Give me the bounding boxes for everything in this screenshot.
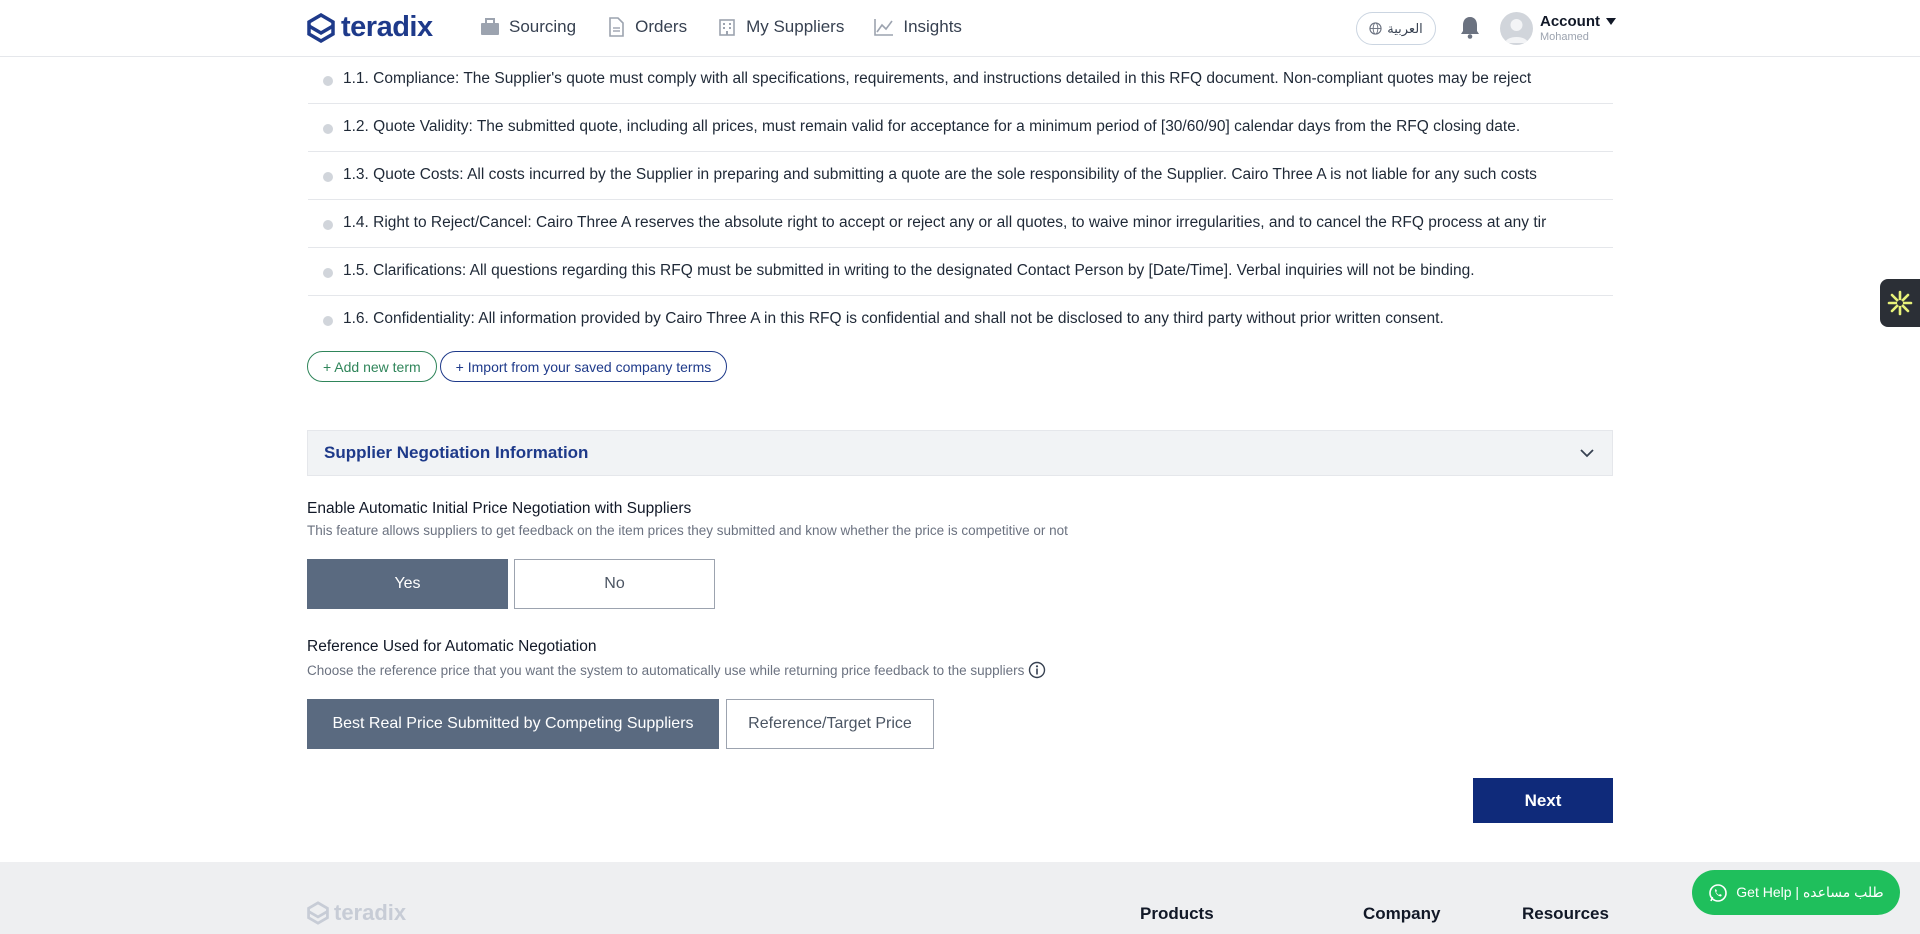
- account-menu[interactable]: [1540, 13, 1616, 43]
- nav-insights-label: Insights: [903, 17, 962, 36]
- term-item[interactable]: [308, 56, 1613, 104]
- get-help-label: Get Help | طلب مساعده: [1736, 884, 1884, 900]
- auto-negotiation-help-text: This feature allows suppliers to get feedback on the item prices they submitted and know whether the price is competitive or not: [307, 523, 1068, 538]
- best-real-price-option-button[interactable]: Best Real Price Submitted by Competing Suppliers: [307, 699, 719, 749]
- sourcing-icon: [480, 17, 500, 37]
- import-saved-terms-button[interactable]: + Import from your saved company terms: [440, 351, 728, 382]
- whatsapp-icon: [1708, 883, 1728, 903]
- footer-resources-heading: Resources: [1522, 904, 1609, 923]
- term-handle-dot[interactable]: [323, 124, 333, 134]
- avatar[interactable]: [1500, 12, 1533, 45]
- term-item[interactable]: [308, 104, 1613, 152]
- globe-icon: [1369, 22, 1382, 35]
- term-text: 1.1. Compliance: The Supplier's quote must comply with all specifications, requirements, and instructions detailed in this RFQ document. Non-compliant quotes may be reject: [343, 70, 1532, 87]
- term-text: 1.5. Clarifications: All questions regarding this RFQ must be submitted in writing to the designated Contact Person by [Date/Time]. Verbal inquiries will not be binding.: [343, 262, 1475, 279]
- term-text: 1.3. Quote Costs: All costs incurred by the Supplier in preparing and submitting a quote are the sole responsibility of the Supplier. Cairo Three A is not liable for any such costs: [343, 166, 1537, 183]
- term-item[interactable]: [308, 296, 1613, 344]
- nav-my-suppliers-label: My Suppliers: [746, 17, 845, 36]
- teradix-logo-icon: [307, 13, 335, 43]
- document-icon: [606, 17, 626, 37]
- footer-logo-icon: [307, 901, 329, 925]
- term-handle-dot[interactable]: [323, 76, 333, 86]
- logo-text: teradix: [341, 11, 433, 43]
- language-toggle-button[interactable]: [1356, 12, 1436, 45]
- side-feedback-widget[interactable]: [1880, 279, 1920, 327]
- term-handle-dot[interactable]: [323, 316, 333, 326]
- language-label: العربية: [1387, 20, 1423, 36]
- auto-negotiation-help: [307, 523, 1068, 538]
- account-username: Mohamed: [1540, 31, 1589, 43]
- main-nav: [480, 17, 962, 37]
- footer: [0, 862, 1920, 934]
- account-label: Account: [1540, 13, 1600, 30]
- term-text: 1.4. Right to Reject/Cancel: Cairo Three A reserves the absolute right to accept or reject any or all quotes, to waive minor irregularities, and to cancel the RFQ process at any tir: [343, 214, 1547, 231]
- term-item[interactable]: [308, 248, 1613, 296]
- nav-orders-label: Orders: [635, 17, 688, 36]
- footer-company-heading: Company: [1363, 904, 1441, 923]
- chevron-down-icon[interactable]: [1578, 444, 1596, 462]
- notification-bell-icon[interactable]: [1459, 15, 1481, 41]
- teradix-logo[interactable]: [307, 11, 433, 44]
- next-button[interactable]: Next: [1473, 778, 1613, 823]
- nav-sourcing-label: Sourcing: [509, 17, 577, 36]
- footer-logo-text: teradix: [334, 900, 407, 925]
- terms-list: [308, 56, 1613, 344]
- term-handle-dot[interactable]: [323, 268, 333, 278]
- footer-logo[interactable]: [307, 900, 406, 926]
- auto-negotiation-label: Enable Automatic Initial Price Negotiation with Suppliers: [307, 500, 692, 517]
- nav-insights[interactable]: [874, 17, 962, 37]
- term-handle-dot[interactable]: [323, 220, 333, 230]
- term-text: 1.6. Confidentiality: All information provided by Cairo Three A in this RFQ is confidential and shall not be disclosed to any third party without prior written consent.: [343, 310, 1444, 327]
- account-label-row: [1540, 13, 1616, 30]
- term-handle-dot[interactable]: [323, 172, 333, 182]
- get-help-whatsapp-button[interactable]: [1692, 870, 1900, 915]
- footer-products-heading: Products: [1140, 904, 1214, 923]
- nav-my-suppliers[interactable]: [717, 17, 844, 37]
- section-title: Supplier Negotiation Information: [324, 443, 589, 462]
- caret-down-icon: [1606, 18, 1616, 25]
- auto-negotiation-no-button[interactable]: No: [514, 559, 715, 609]
- term-item[interactable]: [308, 152, 1613, 200]
- auto-negotiation-yes-button[interactable]: Yes: [307, 559, 508, 609]
- top-navbar: [0, 0, 1920, 57]
- negotiation-section-header[interactable]: [307, 430, 1613, 476]
- reference-help: [307, 661, 1046, 679]
- add-new-term-button[interactable]: + Add new term: [307, 351, 437, 382]
- reference-label: Reference Used for Automatic Negotiation: [307, 638, 597, 655]
- sparkle-icon: [1887, 290, 1913, 316]
- term-actions: [307, 351, 727, 382]
- chart-icon: [874, 17, 894, 37]
- info-icon[interactable]: [1028, 661, 1046, 679]
- building-icon: [717, 17, 737, 37]
- reference-target-price-option-button[interactable]: Reference/Target Price: [726, 699, 934, 749]
- term-item[interactable]: [308, 200, 1613, 248]
- nav-orders[interactable]: [606, 17, 687, 37]
- term-text: 1.2. Quote Validity: The submitted quote, including all prices, must remain valid for acceptance for a minimum period of [30/60/90] calendar days from the RFQ closing date.: [343, 118, 1521, 135]
- user-avatar-icon: [1500, 12, 1533, 45]
- nav-sourcing[interactable]: [480, 17, 576, 37]
- reference-help-text: Choose the reference price that you want the system to automatically use while returning price feedback to the suppliers: [307, 662, 1025, 678]
